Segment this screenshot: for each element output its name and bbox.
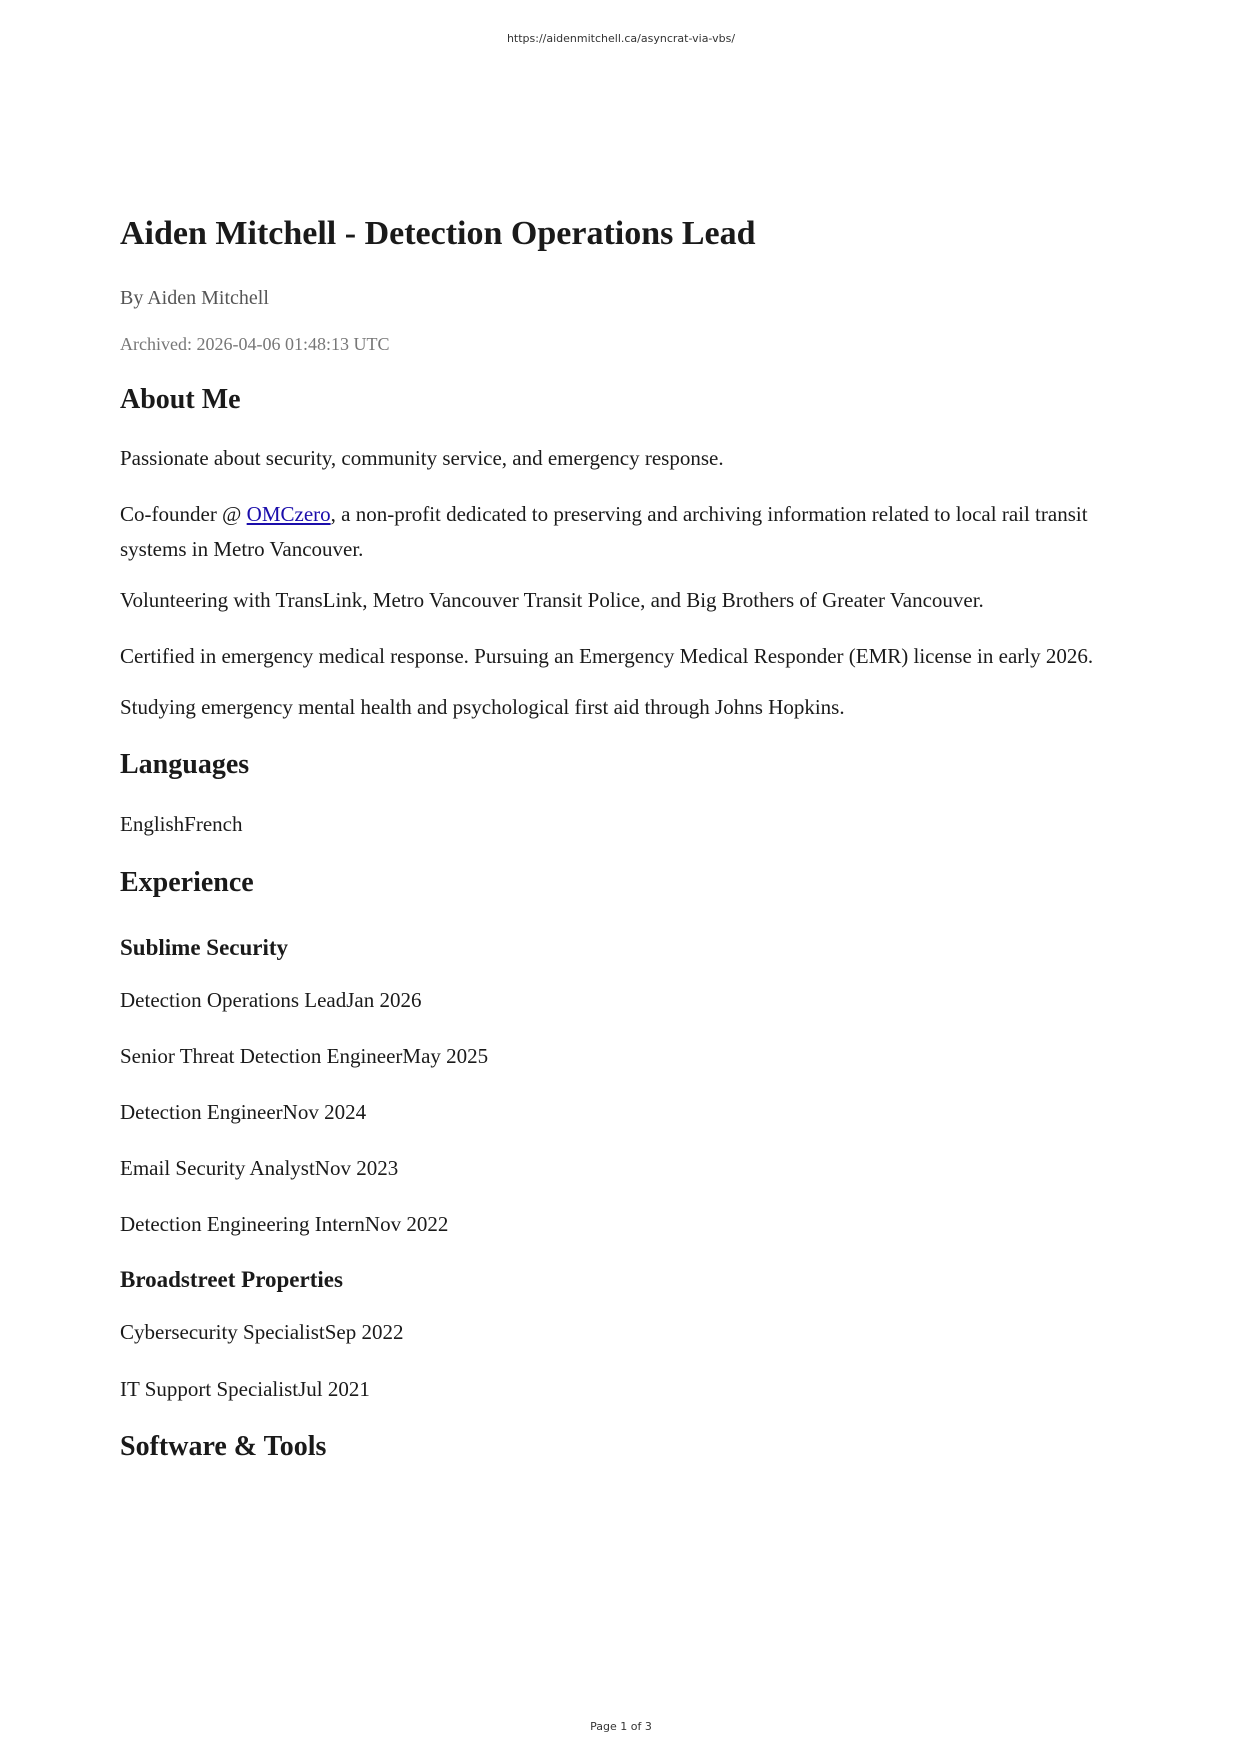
languages-heading: Languages — [120, 749, 250, 780]
about-text: Co-founder @ — [120, 502, 247, 526]
article — [120, 212, 1110, 1465]
company-name: Sublime Security — [120, 935, 289, 960]
job-role: Detection Operations LeadJan 2026 — [120, 988, 422, 1012]
tools-heading: Software & Tools — [120, 1431, 327, 1462]
about-paragraph: Studying emergency mental health and psychological first aid through Johns Hopkins. — [120, 695, 845, 719]
about-paragraph: Volunteering with TransLink, Metro Vancouver Transit Police, and Big Brothers of Greater Vancouver. — [120, 588, 984, 612]
page-url: https://aidenmitchell.ca/asyncrat-via-vbs/ — [506, 32, 736, 45]
about-paragraph: Passionate about security, community service, and emergency response. — [120, 446, 724, 470]
page-number: Page 1 of 3 — [590, 1720, 652, 1733]
job-role: IT Support SpecialistJul 2021 — [120, 1377, 370, 1401]
page-title: Aiden Mitchell - Detection Operations Lead — [120, 215, 756, 252]
job-role: Senior Threat Detection EngineerMay 2025 — [120, 1044, 489, 1068]
company-name: Broadstreet Properties — [120, 1267, 343, 1292]
about-text: , a non-profit dedicated to preserving and archiving information related to local rail transit systems in Metro Vancouver. — [120, 502, 1088, 561]
archived-timestamp: Archived: 2026-04-06 01:48:13 UTC — [120, 334, 390, 354]
about-paragraph: Certified in emergency medical response. Pursuing an Emergency Medical Responder (EMR) license in early 2026. — [120, 644, 1094, 668]
job-role: Detection EngineerNov 2024 — [120, 1100, 367, 1124]
languages-text: EnglishFrench — [120, 812, 243, 836]
omczero-link[interactable]: OMCzero — [246, 502, 331, 526]
job-role: Cybersecurity SpecialistSep 2022 — [120, 1320, 404, 1344]
job-role: Email Security AnalystNov 2023 — [120, 1156, 399, 1180]
job-role: Detection Engineering InternNov 2022 — [120, 1212, 449, 1236]
byline: By Aiden Mitchell — [120, 287, 269, 309]
about-paragraph-omczero — [120, 497, 1110, 567]
about-heading: About Me — [120, 384, 241, 415]
experience-heading: Experience — [120, 867, 254, 898]
